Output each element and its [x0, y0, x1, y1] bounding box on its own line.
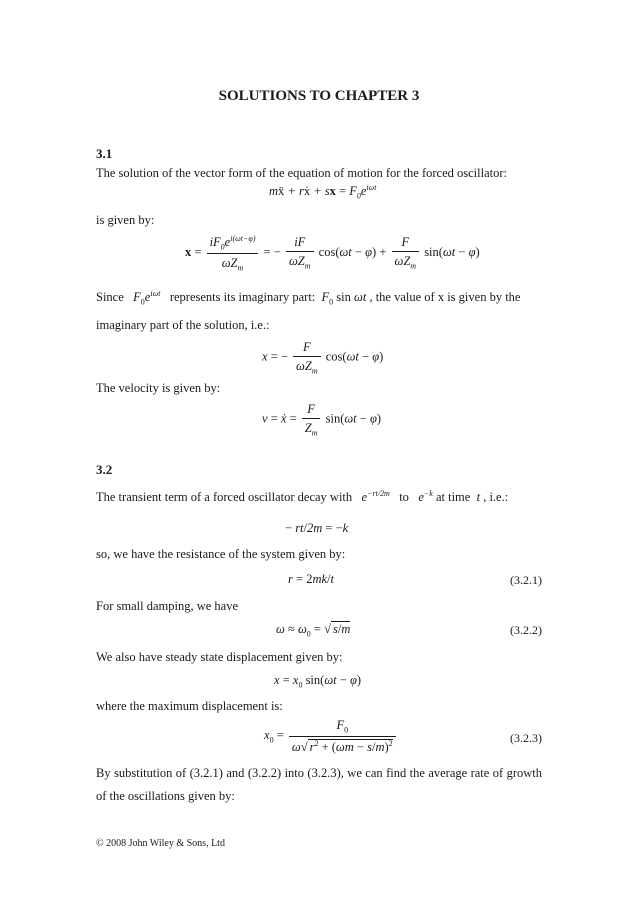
equation-x: x = − $\frac{F}{\omega Z_m}$ cos(ωt − φ) — [262, 340, 384, 376]
equation-velocity: v = ẋ = $\frac{F}{Z_m}$ sin(ωt − φ) — [262, 402, 382, 438]
max-displacement-text: where the maximum displacement is: — [96, 699, 283, 713]
so-text: so, we have the resistance of the system given by: — [96, 547, 346, 561]
equation-steady-state: $x = x_0$ sin(ωt − φ) — [274, 673, 362, 690]
transient-line: The transient term of a forced oscillator decay with $e^{-rt/2m}$ to $e^{-k}$ at time t , i.e.: — [96, 489, 509, 505]
since-line: Since $F_0e^{i\omega t}$ represents its imaginary part: $F_0$ sin ωt , the value of x is given by the — [96, 289, 521, 307]
transient-text: The transient term of a forced oscillator decay with — [96, 490, 353, 505]
section-heading-3-1: 3.1 — [96, 146, 113, 161]
equation-number-3-2-1: (3.2.1) — [510, 573, 542, 587]
transient-to: to — [399, 490, 409, 505]
page-title: SOLUTIONS TO CHAPTER 3 — [218, 88, 420, 104]
imaginary-text: imaginary part of the solution, i.e.: — [96, 318, 270, 332]
since-word: Since — [96, 290, 124, 305]
section-heading-3-2: 3.2 — [96, 462, 113, 477]
transient-ie: , i.e.: — [483, 490, 509, 505]
represents-word: represents its imaginary part: — [169, 290, 316, 305]
equation-of-motion: mẍ + rẋ + sx = $F_0e^{i\omega t}$ — [269, 183, 377, 201]
steady-state-text: We also have steady state displacement given by: — [96, 650, 343, 664]
damping-text: For small damping, we have — [96, 599, 238, 613]
equation-r: r = 2mk/t — [288, 572, 334, 586]
equation-number-3-2-2: (3.2.2) — [510, 623, 542, 637]
equation-solution: x = $\frac{iF_0e^{i(\omega t-\varphi)}}{\omega Z_m}$ = − $\frac{iF}{\omega Z_m}$ cos(ωt − φ) + $\frac{F}{\omega Z_m}$ sin(ωt − φ) — [185, 234, 480, 273]
equation-number-3-2-3: (3.2.3) — [510, 731, 542, 745]
copyright-footer: © 2008 John Wiley & Sons, Ltd — [96, 838, 225, 849]
value-text: , the value of x is given by the — [369, 290, 521, 305]
equation-omega: $\omega \approx \omega_0$ = √ s/m — [276, 622, 351, 639]
substitution-text: By substitution of (3.2.1) and (3.2.2) into (3.2.3), we can find the average rate of growth of the oscillations given by: — [96, 766, 542, 803]
equation-x0: $x_0$ = $\frac{F_0}{\omega√ r^2 + (\omega m - s/m)^2}$ — [264, 718, 398, 755]
equation-k: − rt/2m = −k — [285, 521, 349, 535]
velocity-text: The velocity is given by: — [96, 381, 221, 395]
given-by-text: is given by: — [96, 213, 155, 227]
transient-at: at time — [435, 490, 471, 505]
section-3-1-intro: The solution of the vector form of the equation of motion for the forced oscillator: — [96, 166, 507, 180]
